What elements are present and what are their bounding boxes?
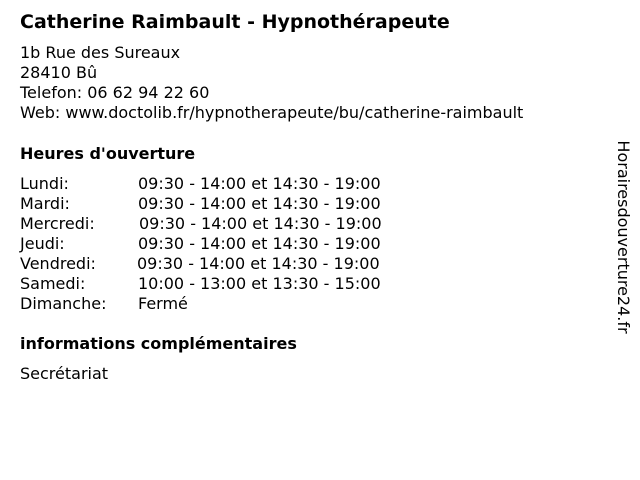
page-title: Catherine Raimbault - Hypnothérapeute [20, 11, 450, 33]
street-address: 1b Rue des Sureaux [20, 43, 181, 62]
hours-time: 09:30 - 14:00 et 14:30 - 19:00 [138, 234, 381, 253]
hours-day: Vendredi: [20, 254, 96, 273]
hours-time: 09:30 - 14:00 et 14:30 - 19:00 [138, 194, 381, 213]
hours-time: Fermé [138, 294, 188, 313]
info-text: Secrétariat [20, 364, 109, 383]
phone-number: Telefon: 06 62 94 22 60 [20, 83, 210, 102]
hours-time: 09:30 - 14:00 et 14:30 - 19:00 [137, 254, 380, 273]
hours-day: Dimanche: [20, 294, 107, 313]
hours-day: Samedi: [20, 274, 86, 293]
info-heading: informations complémentaires [20, 334, 297, 353]
hours-time: 09:30 - 14:00 et 14:30 - 19:00 [139, 214, 382, 233]
site-watermark: Horairesdouverture24.fr [614, 140, 633, 334]
website-url: Web: www.doctolib.fr/hypnotherapeute/bu/catherine-raimbault [20, 103, 524, 122]
hours-day: Lundi: [20, 174, 69, 193]
hours-day: Jeudi: [20, 234, 65, 253]
hours-time: 10:00 - 13:00 et 13:30 - 15:00 [138, 274, 381, 293]
hours-day: Mercredi: [20, 214, 95, 233]
hours-day: Mardi: [20, 194, 70, 213]
city-address: 28410 Bû [20, 63, 98, 82]
hours-heading: Heures d'ouverture [20, 144, 196, 163]
hours-time: 09:30 - 14:00 et 14:30 - 19:00 [138, 174, 381, 193]
address-block [20, 43, 523, 123]
